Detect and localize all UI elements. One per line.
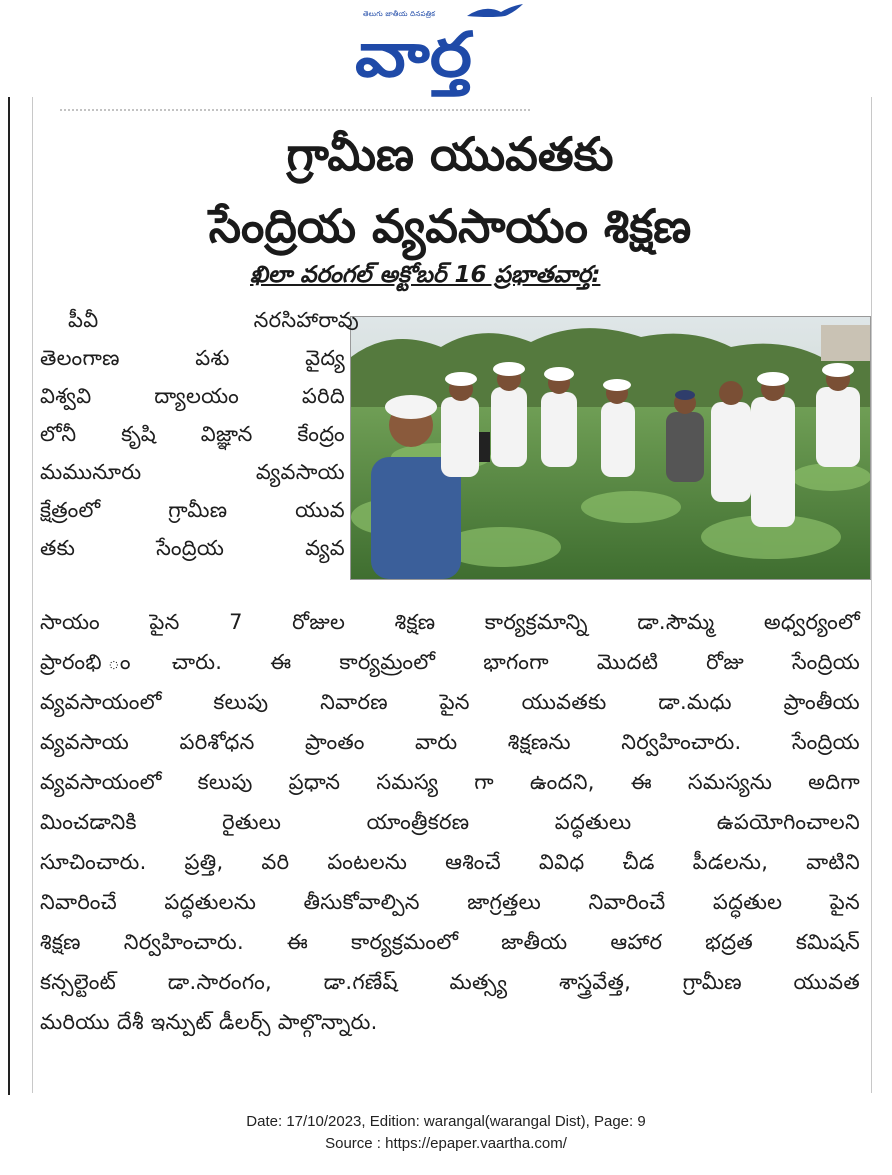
body-line: తెలంగాణ పశు వైద్య <box>40 346 345 370</box>
body-line: ప్రారంభి ంచారు. ఈ కార్యమ్రంలో భాగంగా మొదటి రోజు సేంద్రియ <box>40 650 860 674</box>
body-line: వ్యవసాయంలో కలుపు ప్రధాన సమస్య గా ఉందని, ఈ సమస్యను అదిగా <box>40 770 860 794</box>
masthead-tagline: తెలుగు జాతీయ దినపత్రిక <box>363 10 436 18</box>
body-line: సూచించారు. ప్రత్తి, వరి పంటలను ఆశించే వివిధ చీడ పీడలను, వాటిని <box>40 850 860 874</box>
body-line: మించడానికి రైతులు యాంత్రీకరణ పద్ధతులు ఉపయోగించాలని <box>40 810 860 834</box>
clipping-edge <box>60 97 530 111</box>
article-photo <box>350 316 871 580</box>
source-link[interactable]: Source : https://epaper.vaartha.com/ <box>325 1135 567 1152</box>
edition-info: Date: 17/10/2023, Edition: warangal(warangal Dist), Page: 9 <box>246 1113 646 1130</box>
page-border-rule <box>8 97 10 1095</box>
body-line: సాయం పైన 7 రోజుల శిక్షణ కార్యక్రమాన్ని డా.సౌమ్మ అధ్వర్యంలో <box>40 610 860 634</box>
body-line: విశ్వవి ద్యాలయం పరిది <box>40 384 345 408</box>
photo-field-people <box>351 317 870 579</box>
body-line: కన్సల్టెంట్ డా.సారంగం, డా.గణేష్ మత్స్య శాస్త్రవేత్త, గ్రామీణ యువత <box>40 970 860 994</box>
body-line: తకు సేంద్రియ వ్యవ <box>40 536 345 560</box>
body-line: లోనీ కృషి విజ్ఞాన కేంద్రం <box>40 422 345 446</box>
body-line: మరియు దేశీ ఇన్పుట్ డీలర్స్ పాల్గొన్నారు. <box>40 1010 378 1034</box>
dateline: ఖిలా వరంగల్ అక్టోబర్ 16 ప్రభాతవార్త: <box>250 262 601 288</box>
body-line: మమునూరు వ్యవసాయ <box>40 460 345 484</box>
body-line: క్షేత్రంలో గ్రామీణ యువ <box>40 498 345 522</box>
body-line: వ్యవసాయ పరిశోధన ప్రాంతం వారు శిక్షణను నిర్వహించారు. సేంద్రియ <box>40 730 860 754</box>
masthead-title: వార్త <box>355 18 473 91</box>
body-line: నివారించే పద్ధతులను తీసుకోవాల్పిన జాగ్రత్తలు నివారించే పద్ధతుల పైన <box>40 890 860 914</box>
body-line: శిక్షణ నిర్వహించారు. ఈ కార్యక్రమంలో జాతీయ ఆహార భద్రత కమిషన్ <box>40 930 860 954</box>
body-line: వ్యవసాయంలో కలుపు నివారణ పైన యువతకు డా.మధు ప్రాంతీయ <box>40 690 860 714</box>
body-line: పీవీ నరసిహారావు <box>68 308 359 332</box>
bird-icon <box>465 2 525 22</box>
headline-line-2: సేంద్రియ వ్యవసాయం శిక్షణ <box>208 199 692 253</box>
masthead-logo <box>345 2 605 97</box>
headline-line-1: గ్రామీణ యువతకు <box>286 127 614 181</box>
